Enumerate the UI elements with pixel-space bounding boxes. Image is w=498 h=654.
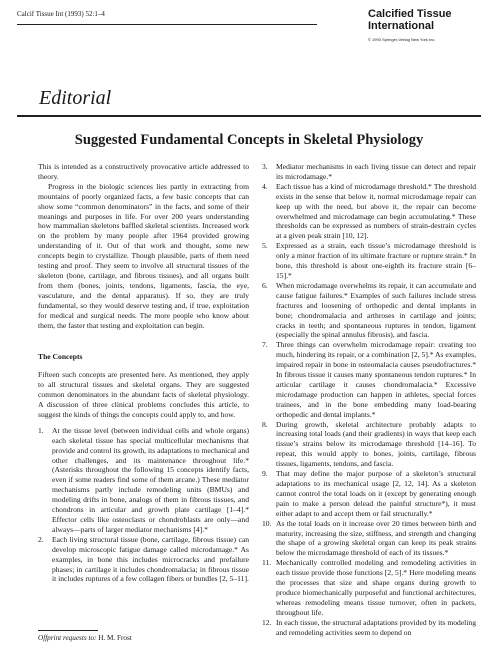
concepts-intro: Fifteen such concepts are presented here. As mentioned, they apply to all structural tissues and skeletal organs. They are suggested common denominators in the abundant facts of skeletal physiology. A discussion of three clinical problems concludes this article, to suggest the kinds of things the concepts could apply to, and how. xyxy=(38,370,249,419)
list-item xyxy=(38,535,249,585)
section-rule xyxy=(17,115,481,117)
citation: Calcif Tissue Int (1993) 52:1–4 xyxy=(17,10,105,18)
item-text: At the tissue level (between individual cells and whole organs) each skeletal tissue has special multicellular mechanisms that provide and control its growth, its adaptations to mechanical and other challenges, and its maintenance throughout life.* (Asterisks throughout the following 15 concepts identify facts, even if some readers find some of them arcane.) These mediator mechanisms partly include remodeling units (BMUs) and modeling drifts in bone, analogs of them in fibrous tissues, and chondrons in articular and growth plate cartilage [1–4].* Effector cells like osteoclasts or chondroblasts are only—and always—parts of larger mediator mechanisms [4].* xyxy=(52,425,249,534)
list-item xyxy=(262,469,476,519)
item-number: 10. xyxy=(262,518,272,528)
item-text: As the total loads on it increase over 20 times between birth and maturity, increasing the size, stiffness, and strength and changing the shape of a growing skeletal organ can keep its peak strains below the microdamage threshold of each of its tissues.* xyxy=(276,518,476,558)
footnote-label: Offprint requests to: xyxy=(38,634,97,642)
list-item xyxy=(262,241,476,281)
item-text: That may define the major purpose of a skeleton’s structural adaptations to its mechanical usage [2, 12, 14]. As a skeleton cannot control the total loads on it (except by generating enough pain to make a person delead the painful structure*), it must either adapt to and accept them or fail structurally.* xyxy=(276,469,476,518)
item-text: Three things can overwhelm microdamage repair: creating too much, hindering its repair, or a combination [2, 5].* As examples, impaired repair in bone in osteomalacia causes pseudofractures.* In fibrous tissue it causes many spontaneous tendon ruptures.* In articular cartilage it causes chondromalacia.* Excessive microdamage production can happen in athletes, special forces trainees, and in the bone embedding many load-bearing orthopedic and dental implants.* xyxy=(276,340,476,419)
item-text: During growth, skeletal architecture probably adapts to increasing total loads (and their gradients) in ways that keep each tissue’s strains below its microdamage threshold [14–16]. To repeat, this would apply to bones, joints, cartilage, fibrous tissues, ligaments, tendons, and fascia. xyxy=(276,419,476,469)
list-item xyxy=(38,426,249,535)
item-number: 6. xyxy=(262,280,268,290)
item-number: 7. xyxy=(262,340,268,350)
journal-name-line1: Calcified Tissue xyxy=(368,8,452,20)
concept-list-left xyxy=(38,426,249,585)
item-text: Mediator mechanisms in each living tissue can detect and repair its microdamage.* xyxy=(276,162,476,181)
item-number: 1. xyxy=(38,425,44,435)
journal-name-line2: International xyxy=(368,19,435,32)
item-text: Mechanically controlled modeling and remodeling activities in each tissue provide those functions [2, 5].* Here modeling means the processes that size and shape organs during growth to produce biomechanically purposeful and functional architectures, whereas remodeling means tissue turnover, often in packets, throughout life. xyxy=(276,558,476,617)
item-text: Each living structural tissue (bone, cartilage, fibrous tissue) can develop microscopic fatigue damage called microdamage.* As examples, in bone this includes microcracks and prefailure phases; in cartilage it includes chondromalacia; in fibrous tissue it includes ruptures of a few collagen fibers or bundles [2, 5–11]. xyxy=(52,534,249,584)
item-number: 3. xyxy=(262,162,268,171)
intro-paragraph-2: Progress in the biologic sciences lies partly in extracting from mountains of poorly organized facts, a few basic concepts that can show some “common denominators” in the facts, and some of their meanings and purposes in life. For over 200 years understanding how mammalian skeletons baffled skeletal scientists. Increased work on the problem by many people after 1964 provided growing understanding of it. Out of that work and thought, some new concepts begin to crystallize. Though plausible, parts of them need testing and proof. They seem to involve all structural tissues of the skeleton (bone, cartilage, and fibrous tissues), and all organs built from them (bones, joints, tendons, ligaments, fascia, the eye, vasculature, and the dental apparatus). If so, they are truly fundamental, so they would deserve testing and, if true, exploitation for medical and surgical needs. The more people who know about them, the faster that testing and exploitation can begin. xyxy=(38,181,249,330)
list-item xyxy=(262,519,476,559)
item-text: Expressed as a strain, each tissue’s microdamage threshold is only a minor fraction of its ultimate fracture or rupture strain.* In bone, this threshold is about one-eighth its fracture strain [6–15].* xyxy=(276,241,476,280)
item-text: Each tissue has a kind of microdamage threshold.* The threshold exists in the sense that below it, normal microdamage repair can keep up with the need, but above it, the repair can become overwhelmed and microdamage can begin accumulating.* These thresholds can be expressed as numbers of strain-destrain cycles at a given peak strain [10, 12]. xyxy=(276,181,476,241)
item-number: 4. xyxy=(262,181,268,191)
list-item xyxy=(262,162,476,182)
list-item xyxy=(262,420,476,470)
item-number: 9. xyxy=(262,469,268,479)
publisher-line: © 1993 Springer-Verlag New York Inc. xyxy=(368,37,436,42)
item-number: 12. xyxy=(262,617,272,627)
footnote xyxy=(38,634,132,642)
concept-list-right xyxy=(262,162,476,638)
item-number: 5. xyxy=(262,241,268,251)
item-number: 8. xyxy=(262,419,268,429)
list-item xyxy=(262,182,476,241)
list-item xyxy=(262,618,476,638)
journal-name xyxy=(368,9,452,46)
list-item xyxy=(262,340,476,419)
footnote-name: H. M. Frost xyxy=(98,634,132,642)
list-item xyxy=(262,281,476,340)
header-rule xyxy=(17,24,317,25)
item-number: 11. xyxy=(262,558,272,568)
intro-paragraph-1: This is intended as a constructively provocative article addressed to theory. xyxy=(38,162,249,181)
item-text: When microdamage overwhelms its repair, it can accumulate and cause fatigue failures.* Examples of such failures include stress fractures and loosening of orthopedic and dental implants in bone; chondromalacia and arthroses in cartilage and joints; cracks in teeth; and spontaneous ruptures in tendon, ligament (especially the spinal annulus fibrosis), and fascia. xyxy=(276,280,476,340)
item-number: 2. xyxy=(38,534,44,544)
concepts-heading: The Concepts xyxy=(38,352,83,362)
article-title: Suggested Fundamental Concepts in Skeletal Physiology xyxy=(74,132,424,148)
right-column xyxy=(262,162,476,638)
footnote-rule xyxy=(38,630,98,631)
section-label: Editorial xyxy=(39,87,112,109)
left-column xyxy=(38,162,249,584)
item-text: In each tissue, the structural adaptations provided by its modeling and remodeling activities seem to depend on xyxy=(276,617,476,637)
list-item xyxy=(262,558,476,617)
